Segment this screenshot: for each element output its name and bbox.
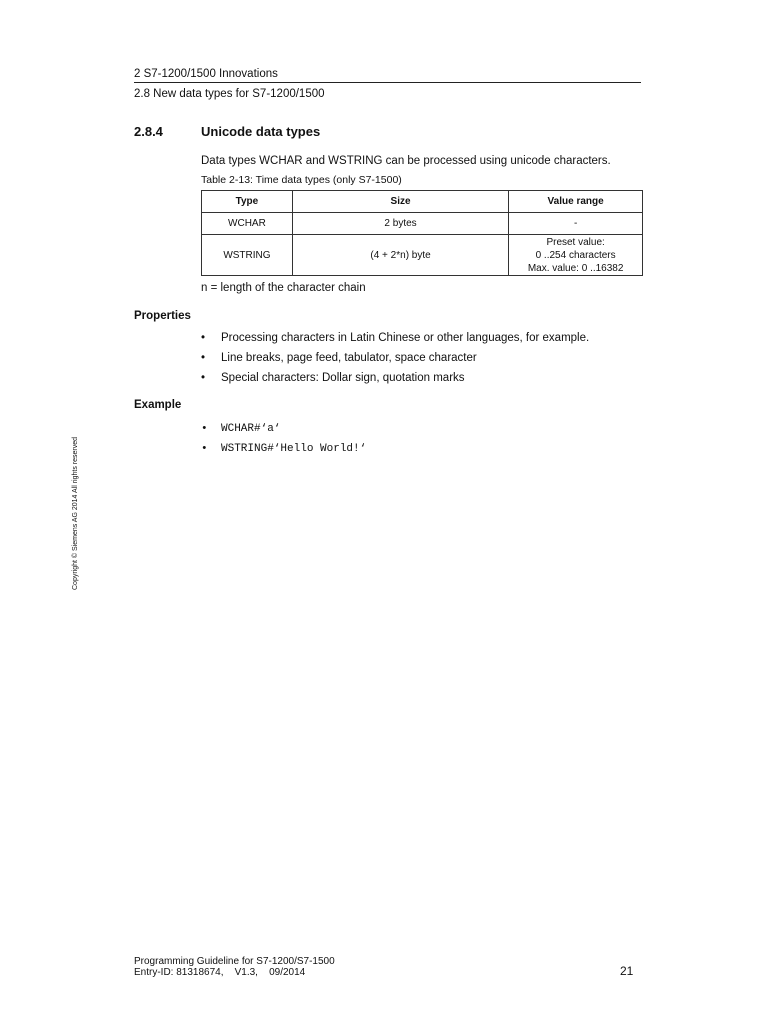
code-example: WCHAR#‘a‘	[221, 423, 281, 435]
table-header-size: Size	[292, 191, 508, 213]
list-item	[201, 442, 366, 462]
running-header-chapter: 2 S7-1200/1500 Innovations	[134, 68, 278, 80]
table-row	[202, 235, 643, 276]
page-number: 21	[620, 964, 634, 978]
cell-size: (4 + 2*n) byte	[292, 235, 508, 276]
cell-value-range: -	[509, 213, 643, 235]
bullet-icon: •	[201, 332, 206, 344]
footer-document-title: Programming Guideline for S7-1200/S7-1500	[134, 956, 335, 967]
list-item-text: Special characters: Dollar sign, quotation marks	[221, 372, 465, 384]
cell-type: WSTRING	[202, 235, 293, 276]
cell-type: WCHAR	[202, 213, 293, 235]
list-item	[201, 422, 366, 442]
section-title: Unicode data types	[201, 124, 321, 139]
list-item	[201, 371, 589, 391]
data-types-table	[201, 190, 643, 276]
running-header-section: 2.8 New data types for S7-1200/1500	[134, 88, 325, 100]
list-item	[201, 331, 589, 351]
properties-list	[201, 331, 589, 391]
table-row	[202, 213, 643, 235]
table-note: n = length of the character chain	[201, 282, 366, 294]
cell-value-range	[509, 235, 643, 276]
list-item	[201, 351, 589, 371]
list-item-text: Line breaks, page feed, tabulator, space character	[221, 352, 477, 364]
list-item-text: Processing characters in Latin Chinese or other languages, for example.	[221, 332, 590, 344]
section-number: 2.8.4	[134, 124, 163, 139]
table-header-value-range: Value range	[509, 191, 643, 213]
copyright-notice: Copyright © Siemens AG 2014 All rights reserved	[72, 436, 79, 590]
value-range-line: Preset value:	[546, 236, 605, 248]
bullet-icon: •	[201, 423, 208, 435]
bullet-icon: •	[201, 372, 206, 384]
properties-heading: Properties	[134, 310, 191, 322]
table-header-type: Type	[202, 191, 293, 213]
intro-paragraph: Data types WCHAR and WSTRING can be processed using unicode characters.	[201, 155, 611, 167]
header-rule	[134, 82, 641, 83]
table-caption: Table 2-13: Time data types (only S7-1500)	[201, 174, 402, 186]
cell-size: 2 bytes	[292, 213, 508, 235]
bullet-icon: •	[201, 352, 206, 364]
value-range-line: Max. value: 0 ..16382	[527, 262, 624, 274]
example-heading: Example	[134, 399, 182, 411]
code-example: WSTRING#‘Hello World!‘	[221, 443, 367, 455]
footer-entry-id: Entry-ID: 81318674, V1.3, 09/2014	[134, 967, 306, 978]
value-range-line: 0 ..254 characters	[535, 249, 616, 261]
table-header-row	[202, 191, 643, 213]
example-list	[201, 422, 366, 462]
bullet-icon: •	[201, 443, 208, 455]
